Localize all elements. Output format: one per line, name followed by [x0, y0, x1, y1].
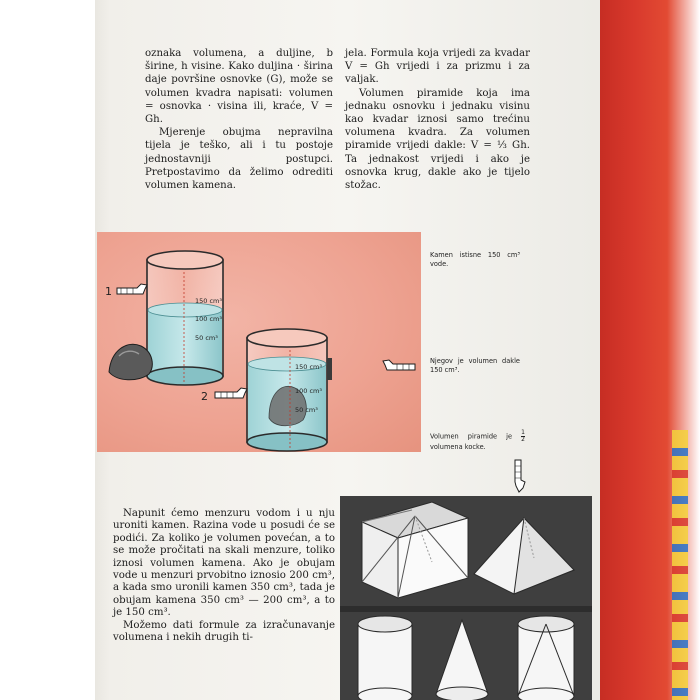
- caption-stone-displaces: Kamen istisne 150 cm³ vode.: [430, 251, 520, 268]
- beaker1-mark-50: 50 cm³: [195, 334, 218, 342]
- caption-stone-volume: Njegov je volumen dakle 150 cm³.: [430, 357, 520, 374]
- pointing-hand-icon-2: [215, 388, 247, 398]
- cylinder-with-cone-icon: [518, 616, 574, 700]
- pointing-hand-icon-1: [117, 284, 147, 294]
- geometric-shapes-panel: [340, 496, 592, 700]
- beaker1-mark-150: 150 cm³: [195, 297, 222, 305]
- cube-with-pyramid-icon: [362, 502, 468, 598]
- caption-pyramid-part-b: volumena kocke.: [430, 443, 486, 451]
- pointing-hand-down-icon: [508, 458, 528, 494]
- caption-pyramid-part-a: Volumen piramide je: [430, 432, 513, 441]
- label-2: 2: [201, 390, 208, 403]
- beaker-illustration: [97, 232, 421, 452]
- beaker2-mark-150: 150 cm³: [295, 363, 322, 371]
- fraction-numerator: 1: [521, 429, 525, 436]
- bottom-paragraph-1: Napunit ćemo menzuru vodom i u nju uroniti kamen. Razina vode u posudi će se podići. Za koliko je volumen povećan, a to se može pročitati na skali menzure, toliko iznosi volumen kamena. Ako je obujam vode u menzuri prvobitno iznosio 200 cm³, a kada smo uronili kamen 350 cm³, tada je obujam kamena 350 cm³ — 200 cm³, a to je 150 cm³.: [113, 508, 335, 619]
- shapes-drawing: [340, 496, 592, 700]
- beaker-drawing: [97, 232, 421, 452]
- bottom-paragraph-2: Možemo dati formule za izračunavanje volumena i nekih drugih ti-: [113, 619, 335, 644]
- bottom-text-column: [113, 508, 335, 644]
- right-paragraph-1: jela. Formula koja vrijedi za kvadar V = Gh vrijedi i za prizmu i za valjak.: [345, 48, 530, 86]
- stone-icon: [109, 344, 152, 379]
- left-text-column: [145, 47, 333, 192]
- right-paragraph-2: Volumen piramide koja ima jednaku osnovku i jednaku visinu kao kvadar iznosi samo trećinu volumena kvadra. Za volumen piramide vrijedi dakle: V = ⅓ Gh. Ta jednakost vrijedi i ako je osnovka krug, dakle ako je tijelo stožac.: [345, 87, 530, 192]
- caption-pyramid-volume: [430, 430, 525, 452]
- pyramid-icon: [474, 518, 574, 594]
- fraction-denominator: 2: [521, 436, 525, 443]
- cone-icon: [436, 620, 488, 700]
- cylinder-icon: [358, 616, 412, 700]
- beaker2-mark-100: 100 cm³: [295, 387, 322, 395]
- cover-stripe: [672, 430, 688, 700]
- right-text-column: [345, 47, 530, 192]
- left-paragraph-2: Mjerenje obujma nepravilna tijela je teško, ali i tu postoje jednostavniji postupci. Pretpostavimo da želimo odrediti volumen kamena.: [145, 127, 333, 192]
- label-1: 1: [105, 285, 112, 298]
- book-cover-edge: [590, 0, 700, 700]
- left-paragraph-1: oznaka volumena, a duljine, b širine, h visine. Kako duljina · širina daje površine osnovke (G), može se volumen kvadra napisati: volumen = osnovka · visina ili, kraće, V = Gh.: [145, 48, 333, 126]
- beaker2-mark-50: 50 cm³: [295, 406, 318, 414]
- pointing-hand-left-icon: [383, 360, 415, 370]
- beaker1-mark-100: 100 cm³: [195, 315, 222, 323]
